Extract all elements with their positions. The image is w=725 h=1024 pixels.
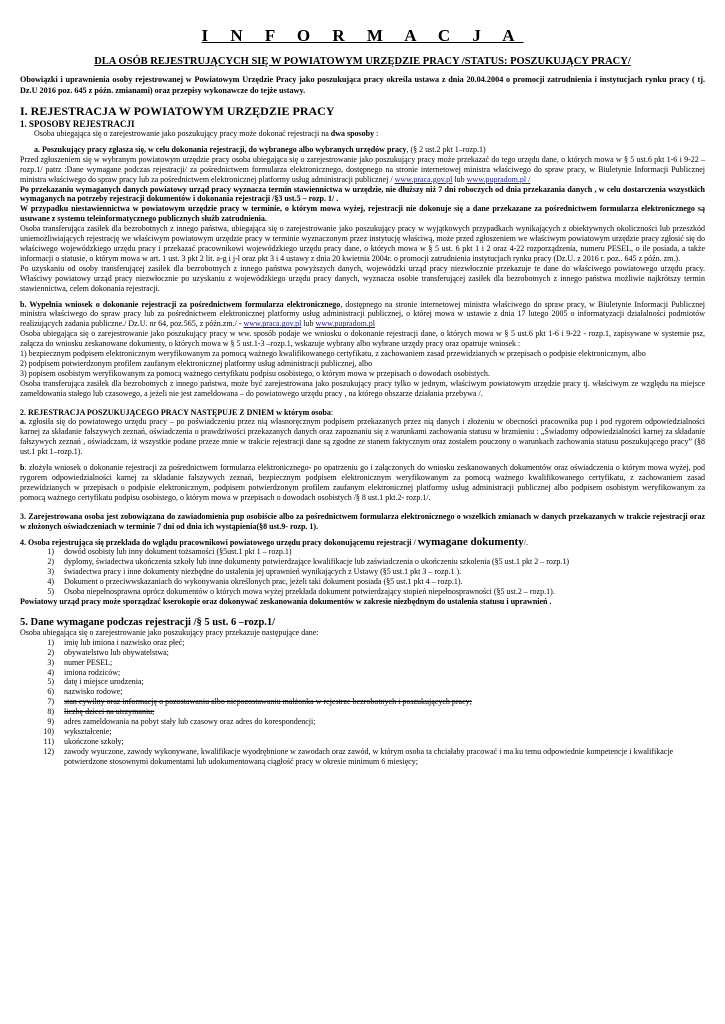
list-text: liczbę dzieci na utrzymaniu; — [64, 707, 155, 717]
list-text: Osoba niepełnosprawna oprócz dokumentów o których mowa wyżej przekłada dokument potwierdzający stopień niepełnosprawności (§5 ust.2 – rozp.1). — [64, 587, 555, 597]
section-1-heading: I. REJESTRACJA W POWIATOWYM URZĘDZIE PRACY — [20, 104, 335, 118]
section-5-intro: Osoba ubiegająca się o zarejestrowanie jako poszukujący pracy przekazuje następujące dane: — [20, 627, 319, 637]
list-text: obywatelstwo lub obywatelstwa; — [64, 647, 169, 657]
list-number: 12) — [43, 746, 54, 756]
option-a-paragraph-3: Po uzyskaniu od osoby transferującej zasiłek dla bezrobotnych z innego państwa powyższych danych, wojewódzki urząd pracy niezwłocznie przekazuje te dane do właściwego powiatowego urzędu pracy. Właściwy powiatowy urząd pracy niezwłocznie po uzyskaniu z wojewódzkiego urzędu pracy danych, wyznacza osobie transferującej zasiłek dla bezrobotnych z innego państwa możliwie najkrótszy termin stawiennictwa, celem dokonania rejestracji. — [20, 263, 705, 293]
data-list-item — [20, 707, 705, 717]
list-number: 7) — [47, 697, 54, 707]
option-b-paragraph: b. Wypełnia wniosek o dokonanie rejestracji za pośrednictwem formularza elektronicznego, dostępnego na stronie internetowej ministra właściwego do spraw pracy, w Biuletynie Informacji Publicznej ministra właściwego do spraw pracy lub za pośrednictwem elektronicznej platformy usług administracji publicznej, o której mowa w ustawie z dnia 17 lutego 2005 o informatyzacji działalności podmiotów realizujących zadania publiczne./ Dz.U. nr 64, poz.565, z późn.zm./ - www.praca.gov.pl lub www.pupradom.pl — [20, 299, 706, 329]
document-list-item — [20, 557, 705, 567]
list-text: numer PESEL; — [64, 657, 113, 667]
list-number: 6) — [47, 687, 54, 697]
list-number: 1) — [47, 637, 54, 647]
data-list-item — [20, 737, 705, 747]
subsection-2-b: b. złożyła wniosek o dokonanie rejestracji za pośrednictwem formularza elektronicznego- po opatrzeniu go i załączonych do wniosku zeskanowanych dokumentów oraz oświadczenia o którym mowa wyżej, pod rygorem odpowiedzialności karnej za składanie fałszywych zeznań, bezpiecznym podpisem elektronicznym weryfikowanym za pomocą ważnego kwalifikowanego certyfikatu, z zachowaniem zasad przewidzianych w przepisach o podpisie elektronicznym, podpisem potwierdzonym profilem zaufanym elektronicznej platformy usług administracji publicznej albo podpisem osobistym weryfikowanym za pomocą ważnego certyfikatu podpisu osobistego, o którym mowa w przepisach o dowodach osobistych /§ 8 ust.1 pkt.2- rozp.1/. — [20, 463, 705, 502]
option-a-heading: a. Poszukujący pracy zgłasza się, w celu dokonania rejestracji, do wybranego albo wybranych urzędów pracy, (§ 2 ust.2 pkt 1–rozp.1) — [34, 144, 486, 154]
data-list-item — [20, 747, 705, 767]
pupradom-link-2[interactable]: www.pupradom.pl — [315, 319, 376, 329]
list-number: 4) — [47, 667, 54, 677]
list-text: adres zameldowania na pobyt stały lub czasowy oraz adres do korespondencji; — [64, 717, 316, 727]
list-text: Dokument o przeciwwskazaniach do wykonywania określonych prac, jeżeli taki dokument posiada (§5 ust.1 pkt 4 – rozp.1). — [64, 577, 463, 587]
data-list-item — [20, 638, 705, 648]
document-list-item — [20, 567, 705, 577]
list-text: datę i miejsce urodzenia; — [64, 677, 144, 687]
document-subtitle: DLA OSÓB REJESTRUJĄCYCH SIĘ W POWIATOWYM URZĘDZIE PRACY /STATUS: POSZUKUJĄCY PRACY/ — [94, 56, 631, 67]
data-list-item — [20, 697, 705, 707]
list-number: 9) — [47, 717, 54, 727]
data-list-item — [20, 727, 705, 737]
pupradom-link[interactable]: www.pupradom.pl / — [466, 174, 531, 184]
list-text: imię lub imiona i nazwisko oraz płeć; — [64, 637, 185, 647]
praca-gov-link[interactable]: www.praca.gov.pl — [394, 174, 453, 184]
intro-paragraph: Obowiązki i uprawnienia osoby rejestrowanej w Powiatowym Urzędzie Pracy jako poszukująca pracy określa ustawa z dnia 20.04.2004 o promocji zatrudnienia i instytucjach rynku pracy ( tj. Dz.U 2016 poz. 645 z późn. zmianami) oraz przepisy wykonawcze do tejże ustawy. — [20, 75, 705, 95]
list-text: dowód osobisty lub inny dokument tożsamości (§5ust.1 pkt 1 – rozp.1) — [64, 547, 292, 557]
document-list-item — [20, 577, 705, 587]
list-number: 3) — [47, 657, 54, 667]
list-number: 11) — [43, 736, 54, 746]
option-a-bold-1: Po przekazaniu wymaganych danych powiatowy urząd pracy wyznacza termin stawiennictwa w urzędzie, nie dłuższy niż 7 dni roboczych od dnia przekazania danych , w celu dostarczenia wszystkich wymaganych na potrzeby rejestracji dokumentów i dokonania rejestracji /§3 ust.5 – rozp. 1/ . — [20, 184, 705, 204]
subsection-1-heading: 1. SPOSOBY REJESTRACJI — [20, 119, 135, 129]
subsection-2-heading: 2. REJESTRACJA POSZUKUJĄCEGO PRACY NASTĘPUJE Z DNIEM w którym osoba: — [20, 407, 334, 417]
list-number: 10) — [43, 726, 54, 736]
list-text: stan cywilny oraz informację o pozostawaniu albo niepozostawaniu małżonka w rejestrze bezrobotnych i poszukujących pracy; — [64, 697, 472, 707]
data-list-item — [20, 677, 705, 687]
list-text: nazwisko rodowe; — [64, 687, 123, 697]
list-number: 2) — [47, 647, 54, 657]
subsection-1-text: Osoba ubiegająca się o zarejestrowanie jako poszukujący pracy może dokonać rejestracji na dwa sposoby : — [34, 129, 379, 138]
list-number: 5) — [47, 587, 54, 597]
data-list-item — [20, 668, 705, 678]
option-b-signature-3: 3) popisem osobistym weryfikowanym za pomocą ważnego certyfikatu podpisu osobistego, o którym mowa w przepisach o dowodach osobistych. — [20, 368, 490, 378]
list-text: imiona rodziców; — [64, 667, 121, 677]
praca-gov-link-2[interactable]: www.praca.gov.pl — [243, 319, 302, 329]
option-b-signature-2: 2) podpisem potwierdzonym profilem zaufanym elektronicznej platformy usług administracji publicznej, albo — [20, 358, 373, 368]
section-5-heading: 5. Dane wymagane podczas rejestracji /§ 5 ust. 6 –rozp.1/ — [20, 616, 276, 628]
document-title: I N F O R M A C J A — [201, 26, 524, 45]
list-number: 2) — [47, 557, 54, 567]
option-b-signature-1: 1) bezpiecznym podpisem elektronicznym weryfikowanym za pomocą ważnego kwalifikowanego certyfikatu, z zachowaniem zasad przewidzianych w przepisach o podpisie elektronicznym, albo — [20, 349, 646, 359]
required-data-list — [20, 638, 705, 767]
subsection-3: 3. Zarejestrowana osoba jest zobowiązana do zawiadomienia pup osobiście albo za pośrednictwem formularza elektronicznego o wszelkich zmianach w danych przekazanych w trakcie rejestracji oraz w złożonych oświadczeniach w terminie 7 dni od dnia ich wystąpienia(§8 ust.9- rozp. 1). — [20, 511, 705, 531]
list-number: 5) — [47, 677, 54, 687]
data-list-item — [20, 687, 705, 697]
document-list-item — [20, 587, 705, 597]
subsection-4-footer: Powiatowy urząd pracy może sporządzać kserokopie oraz dokonywać zeskanowania dokumentów w zakresie niezbędnym do ustalenia statusu i uprawnień . — [20, 596, 552, 606]
option-b-paragraph-2: Osoba transferująca zasiłek dla bezrobotnych z innego państwa, może być zarejestrowana jako poszukujący pracy tylko w jednym, właściwym powiatowym urzędzie pracy tj. właściwym ze względu na miejsce zameldowania stałego lub czasowego, a jeżeli nie jest zameldowana – do powiatowego urzędu pracy , na którego obszarze działania przebywa /. — [20, 378, 705, 398]
list-text: świadectwa pracy i inne dokumenty niezbędne do ustalenia jej uprawnień wynikających z Ustawy (§5 ust.1 pkt 3 – rozp.1 ). — [64, 567, 462, 577]
data-list-item — [20, 648, 705, 658]
list-text: zawody wyuczone, zawody wykonywane, kwalifikacje wyodrębnione w zawodach oraz zawód, w którym osoba ta chciałaby pracować i ma ku temu odpowiednie kompetencje i kwalifikacje potwierdzone stosownymi dokumentami lub udokumentowaną ciągłość pracy w okresie minimum 6 miesięcy; — [64, 746, 674, 766]
document-list-item — [20, 547, 705, 557]
option-a-bold-2: W przypadku niestawiennictwa w powiatowym urzędzie pracy w terminie, o którym mowa wyżej, rejestracji nie dokonuje się a dane przekazane za pośrednictwem formularza elektronicznego są usuwane z systemu teleinformatycznego publicznych służb zatrudnienia. — [20, 204, 705, 224]
data-list-item — [20, 717, 705, 727]
list-text: wykształcenie; — [64, 726, 112, 736]
list-text: dyplomy, świadectwa ukończenia szkoły lub inne dokumenty potwierdzające kwalifikacje lub zaświadczenia o ukończeniu szkolenia (§5 ust.1 pkt 2 – rozp.1) — [64, 557, 570, 567]
list-text: ukończone szkoły; — [64, 736, 124, 746]
option-a-paragraph-2: Osoba transferująca zasiłek dla bezrobotnych z innego państwa, ubiegająca się o zarejestrowanie jako poszukujący pracy w wyjątkowych przypadkach wynikających z obiektywnych okoliczności lub przeszkód uniemożliwiających rejestrację we właściwym powiatowym urzędzie pracy w terminie wyznaczonym przez instytucję właściwą, może przed zgłoszeniem we właściwym powiatowym urzędzie pracy zgłosić się do właściwego wojewódzkiego urzędu pracy i przekazać pracownikowi wojewódzkiego urzędu pracy dane, o których mowa w § 5 ust. 6 pkt 1 i 2 oraz 4-22 rozporządzenia, numeru PESEL, o ile posiada, a także informacji o statusie, o którym mowa w art. 1 ust. 3 pkt 2 lit. a-g i j-l oraz pkt 3 i 4 ustawy z dnia 20 kwietnia 2004r. o promocji zatrudnienia instytucjach rynku pracy (Dz.U. z 2016 r. poz.. 645 z późn. zm.). — [20, 224, 705, 263]
list-number: 8) — [47, 707, 54, 717]
list-number: 1) — [47, 547, 54, 557]
list-number: 3) — [47, 567, 54, 577]
subsection-4-heading: 4. Osoba rejestrująca się przekłada do wglądu pracownikowi powiatowego urzędu pracy dokonującemu rejestracji / wymagane dokumenty/. — [20, 535, 528, 548]
required-documents-list — [20, 547, 705, 597]
list-number: 4) — [47, 577, 54, 587]
option-a-paragraph-1: Przed zgłoszeniem się w wybranym powiatowym urzędzie pracy osoba ubiegająca się o zarejestrowanie jako poszukujący pracy może przekazać do tego urzędu dane, o których mowa w § 5 ust.6 pkt 1-6 i 9-22 –rozp.1/ patrz :Dane wymagane podczas rejestracji/ za pośrednictwem formularza elektronicznego, dostępnego na stronie internetowej ministra właściwego do spraw pracy, w Biuletynie Informacji Publicznej ministra właściwego do spraw pracy lub za pośrednictwem elektronicznej platformy usług administracji publicznej / www.praca.gov.pl lub www.pupradom.pl / — [20, 154, 705, 184]
option-b-paragraph-1: Osoba ubiegająca się o zarejestrowanie jako poszukujący pracy w ww. sposób podaje we wniosku o dokonanie rejestracji dane, o których mowa w § 5 ust.6 pkt 1-6 i 9-22 - rozp.1, zapisywane w systemie psz, załącza do wniosku zeskanowane dokumenty, o których mowa w § 5 ust.1-3 –rozp.1, wskazuje wybrany albo wybrane urzędy pracy oraz opatruje wniosek : — [20, 329, 705, 349]
data-list-item — [20, 658, 705, 668]
subsection-2-a: a. zgłosiła się do powiatowego urzędu pracy – po poświadczeniu przez nią własnoręcznym podpisem przekazanych przez nią danych i złożeniu w obecności pracownika pup i pod rygorem odpowiedzialności karnej za składanie fałszywych zeznań, oświadczenia o prawdziwości przekazanych danych oraz zapoznaniu się z warunkami zachowania statusu w brzmieniu : „Świadomy odpowiedzialności karnej za składanie fałszywych zeznań , oświadczam, iż wszystkie podane przeze mnie w trakcie rejestracji dane są zgodne ze stanem faktycznym oraz zostałem pouczony o warunkach zachowania statusu poszukującego pracy” (§8 ust.1 pkt 1–rozp.1). — [20, 417, 705, 457]
